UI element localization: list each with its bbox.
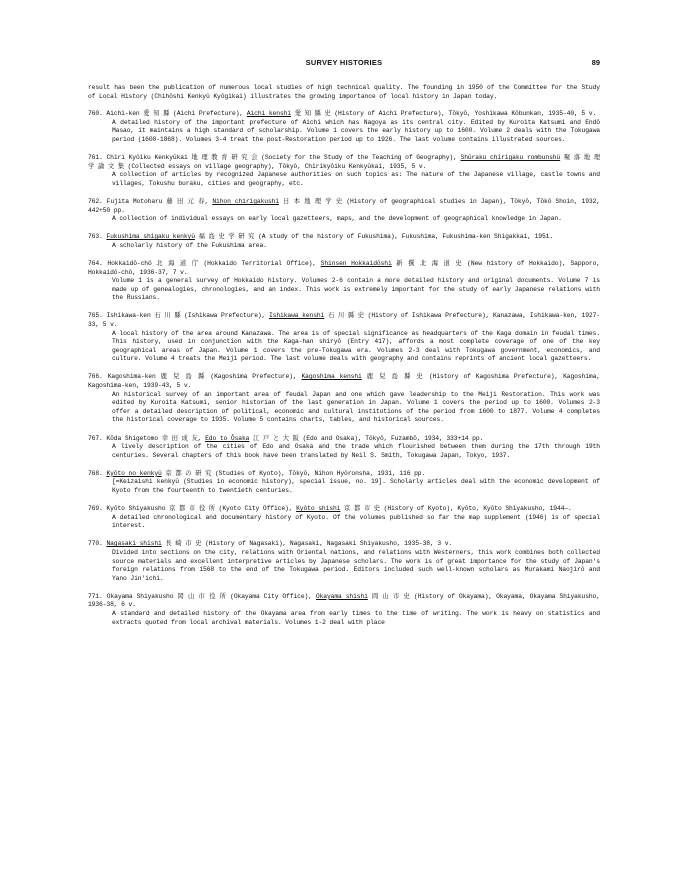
entry-annotation: Divided into sections on the city, relations with Oriental nations, and relations with Westerners, this work combines both collected source materials and excellent interpretive articles by Japanese scholars. The work is of great importance for the study of Japan's foreign relations from 1568 to the end of the Tokugawa period. Editors included such well-known scholars as Murakami Naojirō and Yano Jin'ichi. — [112, 548, 600, 582]
entry-title: Kyōto shishi — [296, 505, 341, 513]
entry-title: Shūraku chirigaku rombunshū — [460, 154, 561, 162]
intro-paragraph: result has been the publication of numerous local studies of high technical quality. The founding in 1950 of the Committee for the Study of Local History (Chihōshi Kenkyū Kyōgikai) illustrates the growing importance of local history in Japan today. — [88, 84, 600, 100]
bibliography-entry — [88, 540, 600, 583]
page-number: 89 — [591, 58, 600, 67]
bibliography-entry — [88, 505, 600, 531]
entry-heading: 765. Ishikawa-ken 石 川 縣 (Ishikawa Prefecture), Ishikawa kenshi 石 川 縣 史 (History of Ishikawa Prefecture), Kanazawa, Ishikawa-ken, 1927-33, 5 v. — [88, 312, 600, 328]
entry-heading: 762. Fujita Motoharu 藤 田 元 春, Nihon chirigakushi 日 本 地 理 学 史 (History of geographical studies in Japan), Tōkyō, Tōkō Shoin, 1932, 442+50 pp. — [88, 197, 600, 214]
entry-annotation: A collection of articles by recognized Japanese authorities on such topics as: The nature of the Japanese village, castle towns and villages, Tokushu buraku, cities and geography, etc. — [112, 171, 600, 187]
entry-heading: 771. Okayama Shiyakusho 岡 山 市 役 所 (Okayama City Office), Okayama shishi 岡 山 市 史 (History of Okayama), Okayama, Okayama Shiyakusho, 1936-38, 6 v. — [88, 592, 600, 609]
entry-heading: 764. Hokkaidō-chō 北 海 道 庁 (Hokkaido Territorial Office), Shinsen Hokkaidōshi 新 撰 北 海 道 史 (New history of Hokkaido), Sapporo, Hokkaidō-chō, 1936-37, 7 v. — [88, 259, 600, 276]
entry-title: Nihon chirigakushi — [212, 197, 280, 205]
entry-heading: 766. Kagoshima-ken 鹿 兒 島 縣 (Kagoshima Prefecture), Kagoshima kenshi 鹿 兒 島 縣 史 (History of Kagoshima Prefecture), Kagoshima, Kagoshima-ken, 1939-43, 5 v. — [88, 373, 600, 390]
entry-title: Kyōto no kenkyū — [106, 469, 162, 477]
entry-heading: 768. Kyōto no kenkyū 京 都 の 研 究 (Studies of Kyoto), Tōkyō, Nihon Hyōronsha, 1931, 116 pp. — [88, 469, 426, 477]
page-header — [88, 58, 600, 72]
entry-heading: 761. Chiri Kyōiku Kenkyūkai 地 理 教 育 研 究 会 (Society for the Study of the Teaching of Geography), Shūraku chirigaku rombunshū 聚 落 地 理 学 論 文 集 (Collected essays on village geography), Tōkyō, Chirikyōiku Kenkyūkai, 1935, 5 v. — [88, 154, 600, 170]
bibliography-entry — [88, 373, 600, 425]
bibliography-entry — [88, 435, 600, 461]
bibliography-entry — [88, 233, 600, 250]
entry-heading: 769. Kyōto Shiyakusho 京 都 市 役 所 (Kyoto City Office), Kyōto shishi 京 都 市 史 (History of Kyoto), Kyōto, Kyōto Shiyakusho, 1944—. — [88, 505, 572, 513]
bibliography-entry — [88, 260, 600, 303]
entry-annotation: [=Keizaishi kenkyū (Studies in economic history), special issue, no. 19]. Scholarly articles deal with the economic development of Kyoto from the fourteenth to twentieth centuries. — [112, 478, 600, 494]
entry-annotation: An historical survey of an important area of feudal Japan and one which gave leadership to the Meiji Restoration. This work was edited by Kuroita Katsumi, senior historian of the last generation in Japan. Volume 1 covers the period up to 1600. Volumes 2-3 offer a detailed description of political, economic and cultural institutions of the period from 1600 to 1877. Volume 4 completes the historical coverage to 1935. Volume 5 contains charts, tables, and historical sources. — [112, 390, 600, 424]
document-page — [88, 58, 600, 637]
entry-annotation: A detailed chronological and documentary history of Kyoto. Of the volumes published so far the map supplement (1946) is of special interest. — [112, 513, 600, 530]
entry-annotation: Volume 1 is a general survey of Hokkaido history. Volumes 2-6 contain a more detailed history and original documents. Volume 7 is made up of genealogies, chronologies, and an index. This work is extremely important for the study of early Japanese relations with the Russians. — [112, 277, 600, 302]
bibliography-entry — [88, 154, 600, 188]
entry-title: Kagoshima kenshi — [301, 373, 362, 381]
entry-annotation: A lively description of the cities of Edo and Osaka and the trade which flourished between them during the 17th through 19th centuries. Several chapters of this book have been translated by Neil S. Smith, Tokugawa Japan, Tokyo, 1937. — [112, 443, 600, 459]
entry-annotation: A standard and detailed history of the Okayama area from early times to the time of writing. The work is heavy on statistics and extracts quoted from local archival materials. Volumes 1-2 deal with place — [112, 610, 600, 626]
entry-title: Nagasaki shishi — [106, 540, 162, 548]
entry-title: Shinsen Hokkaidōshi — [320, 259, 392, 267]
bibliography-entry — [88, 470, 600, 496]
entry-title: Aichi kenshi — [246, 110, 292, 118]
entry-title: Fukushima shigaku kenkyū — [106, 233, 195, 241]
entry-heading: 763. Fukushima shigaku kenkyū 福 島 史 学 研 究 (A study of the history of Fukushima), Fukushima, Fukushima-ken Shigakkai, 1951. — [88, 233, 554, 241]
bibliography-entry — [88, 593, 600, 627]
bibliography-entry — [88, 312, 600, 364]
entry-heading: 770. Nagasaki shishi 長 崎 市 史 (History of Nagasaki), Nagasaki, Nagasaki Shiyakusho, 1935-38, 3 v. — [88, 540, 453, 548]
entry-annotation: A local history of the area around Kanazawa. The area is of special significance as headquarters of the Kaga domain in feudal times. This history, used in conjunction with the Kaga-han shiryō (Entry 417), affords a most complete coverage of one of the key geographical areas of Japan. Volume 1 covers the pre-Tokugawa era. Volumes 2-3 deal with Tokugawa government, economics, and culture. Volume 4 treats the Meiji period. The last volume deals with geography and contains reprints of ancient local gazetteers. — [112, 329, 600, 363]
entry-title: Edo to Ōsaka — [205, 434, 250, 442]
entry-title: Ishikawa kenshi — [268, 312, 325, 320]
entry-heading: 767. Kōda Shigetomo 幸 田 成 友, Edo to Ōsaka 江 戸 と 大 阪 (Edo and Osaka), Tōkyō, Fuzambō, 1934, 333+14 pp. — [88, 434, 484, 442]
entry-title: Okayama shishi — [315, 592, 368, 600]
running-head: SURVEY HISTORIES — [305, 58, 383, 67]
bibliography-entry — [88, 198, 600, 224]
entry-annotation: A collection of individual essays on early local gazetteers, maps, and the development of geographical knowledge in Japan. — [112, 215, 562, 223]
entry-annotation: A scholarly history of the Fukushima area. — [112, 241, 267, 249]
entry-heading: 760. Aichi-ken 愛 知 縣 (Aichi Prefecture), Aichi kenshi 愛 知 縣 史 (History of Aichi Prefecture), Tōkyō, Yoshikawa Kōbunkan, 1935-40, 5 v. — [88, 110, 597, 118]
entry-annotation: A detailed history of the important prefecture of Aichi which has Nagoya as its central city. Edited by Kuroita Katsumi and Endō Masao, it maintains a high standard of scholarship. Volume 1 covers the early history up to 1600. Volume 2 deals with the Tokugawa period (1600-1868). Volumes 3-4 treat the post-Restoration period up to 1926. The last volume contains illustrated sources. — [112, 118, 600, 143]
bibliography-entry — [88, 110, 600, 144]
